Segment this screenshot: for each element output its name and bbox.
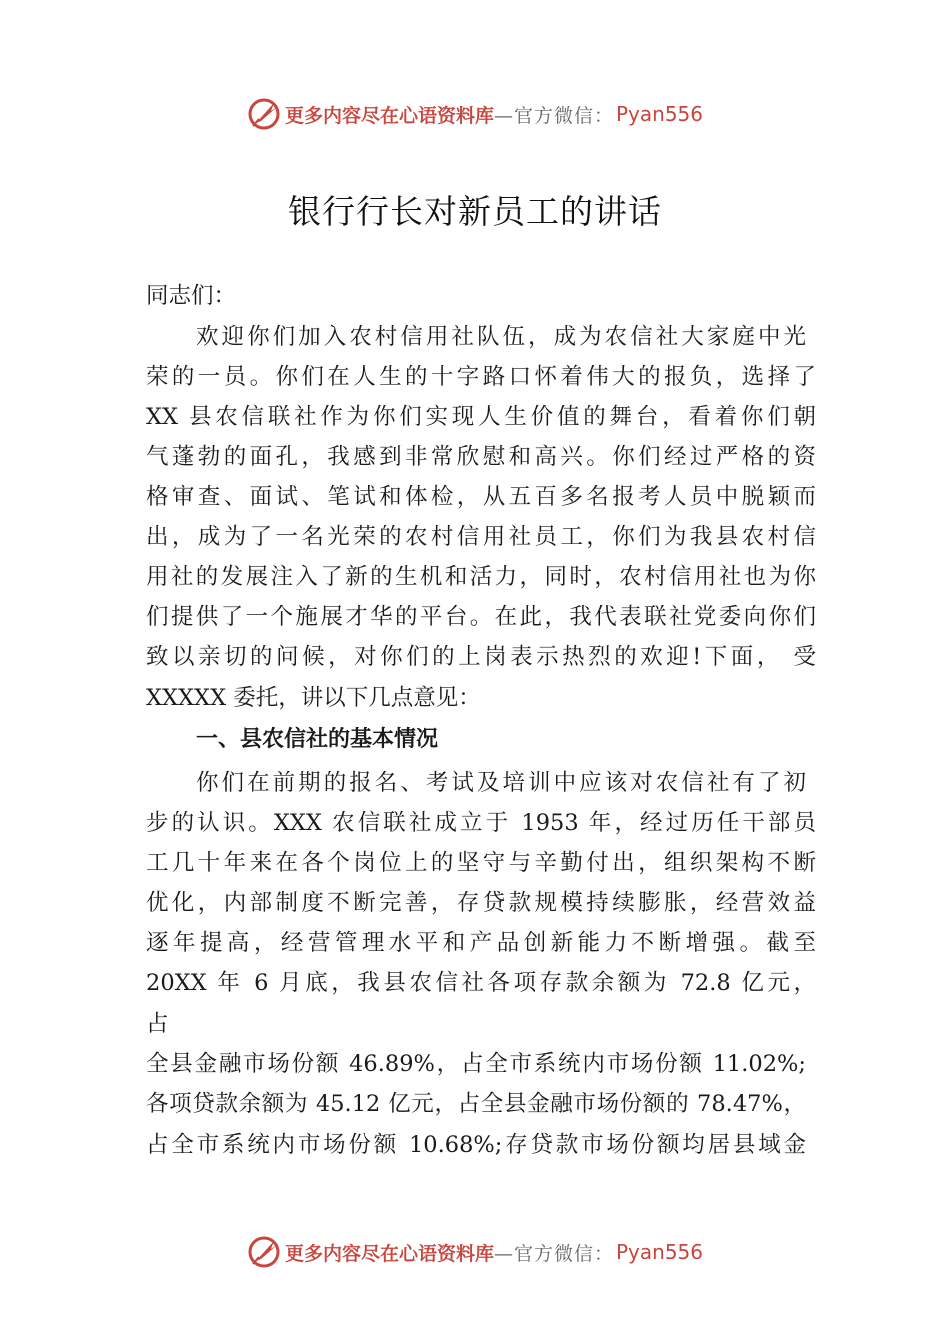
body-line: 逐年提高，经营管理水平和产品创新能力不断增强。截至 — [146, 930, 816, 956]
body-line: 工几十年来在各个岗位上的坚守与辛勤付出，组织架构不断 — [146, 850, 816, 876]
body-line: 各项贷款余额为 45.12 亿元，占全县金融市场份额的 78.47%， — [146, 1091, 806, 1117]
body-line: 欢迎你们加入农村信用社队伍，成为农信社大家庭中光 — [196, 324, 806, 350]
body-line: 全县金融市场份额 46.89%，占全市系统内市场份额 11.02%; — [146, 1051, 806, 1077]
footer-banner — [0, 1232, 950, 1272]
body-line: 你们在前期的报名、考试及培训中应该对农信社有了初 — [196, 770, 806, 796]
page-title: 银行行长对新员工的讲话 — [288, 192, 662, 231]
body-line: 格审查、面试、笔试和体检，从五百多名报考人员中脱颖而 — [146, 484, 816, 510]
body-line: 占全市系统内市场份额 10.68%;存贷款市场份额均居县域金 — [146, 1132, 806, 1158]
body-line: XX 县农信联社作为你们实现人生价值的舞台，看着你们朝 — [146, 404, 816, 430]
quill-logo-icon — [247, 1235, 281, 1269]
body-line: 占 — [146, 1011, 169, 1037]
body-line: 用社的发展注入了新的生机和活力，同时，农村信用社也为你 — [146, 564, 816, 590]
banner-text-wechat: —官方微信： — [493, 104, 614, 127]
banner-text-main: 更多内容尽在心语资料库 — [284, 104, 494, 127]
banner-text-main: 更多内容尽在心语资料库 — [284, 1242, 494, 1265]
banner-text-wechat: —官方微信： — [493, 1242, 614, 1265]
body-line: 致以亲切的问候，对你们的上岗表示热烈的欢迎!下面， 受 — [146, 644, 816, 670]
body-line: 20XX 年 6 月底，我县农信社各项存款余额为 72.8 亿元， — [146, 970, 816, 996]
body-line: 们提供了一个施展才华的平台。在此，我代表联社党委向你们 — [146, 604, 816, 630]
body-line: 步的认识。XXX 农信联社成立于 1953 年，经过历任干部员 — [146, 810, 816, 836]
body-line: 出，成为了一名光荣的农村信用社员工，你们为我县农村信 — [146, 524, 816, 550]
section-heading: 一、县农信社的基本情况 — [196, 727, 439, 752]
banner-text-id: Pyan556 — [616, 1240, 704, 1264]
body-line: 气蓬勃的面孔，我感到非常欣慰和高兴。你们经过严格的资 — [146, 444, 816, 470]
header-banner — [0, 94, 950, 134]
greeting: 同志们： — [146, 283, 237, 309]
body-line: 荣的一员。你们在人生的十字路口怀着伟大的报负，选择了 — [146, 364, 816, 390]
banner-text-id: Pyan556 — [616, 102, 704, 126]
body-line: XXXXX 委托，讲以下几点意见： — [146, 685, 481, 711]
quill-logo-icon — [247, 97, 281, 131]
body-line: 优化，内部制度不断完善，存贷款规模持续膨胀，经营效益 — [146, 890, 816, 916]
